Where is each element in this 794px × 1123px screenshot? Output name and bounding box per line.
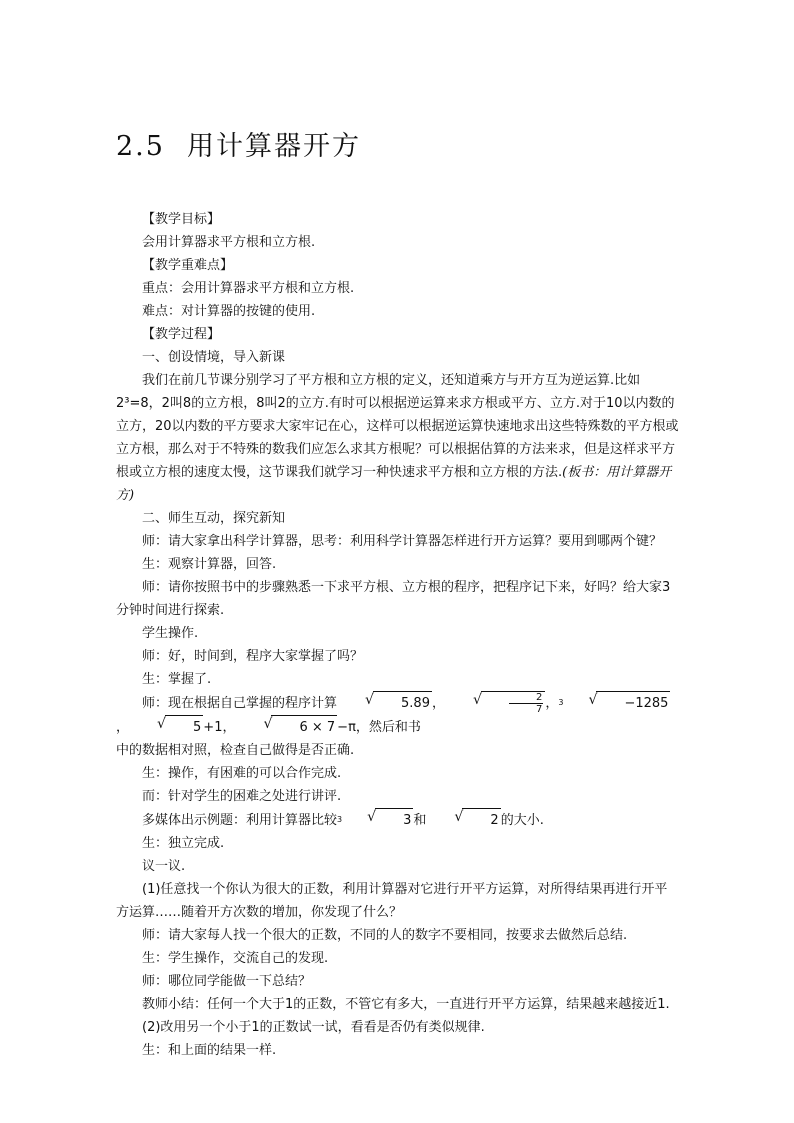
- dialog-line: 生：掌握了.: [142, 672, 212, 687]
- heading-key-points: 【教学重难点】: [142, 258, 234, 273]
- cube-root-expression: √ −1285: [562, 691, 670, 715]
- dialog-line: 师：请你按照书中的步骤熟悉一下求平方根、立方根的程序，把程序记下来，好吗？给大家3分钟时间进行探索.: [116, 580, 671, 618]
- cube-root-index: 3: [337, 815, 343, 824]
- heading-objectives: 【教学目标】: [142, 212, 221, 227]
- sqrt-fraction-expression: √ $\frac{2}{7}$: [447, 691, 545, 715]
- sqrt-expression: √ 5.89: [339, 691, 432, 715]
- calc-continuation: 中的数据相对照，检查自己做得是否正确.: [116, 743, 355, 758]
- dialog-line: 生：观察计算器，回答.: [142, 557, 277, 572]
- dialog-line: 教师小结：任何一个大于1的正数，不管它有多大，一直进行开平方运算，结果越来越接近1.: [142, 997, 670, 1012]
- dialog-line: 生：独立完成.: [142, 836, 225, 851]
- calc-instruction: 师：现在根据自己掌握的程序计算 √ 5.89 ， √ $\frac{2}{7}$ ，$^3$ √ −1285， √ 5 +1， √ 6 × 7 −π，然后和书: [116, 691, 680, 739]
- page-title: [116, 124, 361, 163]
- intro-text: 我们在前几节课分别学习了平方根和立方根的定义，还知道乘方与开方互为逆运算.比如2³=8，2叫8的立方根，8叫2的立方.有时可以根据逆运算来求方根或平方、立方.对于10以内数的立方，20以内数的平方要求大家牢记在心，这样可以根据逆运算快速地求出这些特殊数的平方根或立方根，那么对于不特殊的数我们应怎么求其方根呢？可以根据估算的方法来求，但是这样求平方根或立方根的速度太慢，这节课我们就学习一种快速求平方根和立方根的方法.: [116, 373, 679, 480]
- section-title: 用计算器开方: [186, 131, 361, 162]
- difficulty-text: 难点：对计算器的按键的使用.: [142, 304, 316, 319]
- dialog-line: 议一议.: [142, 859, 186, 874]
- cube-root-index: 3: [558, 698, 564, 707]
- dialog-line: 生：和上面的结果一样.: [142, 1043, 277, 1058]
- cube-root-3: √ 3: [341, 808, 413, 832]
- dialog-line: 师：请大家每人找一个很大的正数，不同的人的数字不要相同，按要求去做然后总结.: [142, 928, 628, 943]
- section-number: 2.5: [116, 131, 165, 162]
- dialog-line: (2)改用另一个小于1的正数试一试，看看是否仍有类似规律.: [142, 1020, 485, 1035]
- sqrt-2: √ 2: [428, 808, 500, 832]
- board-note: (板书：用计算器开方): [116, 465, 672, 503]
- section-1-heading: 一、创设情境，导入新课: [142, 350, 286, 365]
- sqrt-expression-2: √ 5: [131, 715, 203, 739]
- key-point-text: 重点：会用计算器求平方根和立方根.: [142, 281, 355, 296]
- objective-text: 会用计算器求平方根和立方根.: [142, 235, 316, 250]
- intro-paragraph: [116, 369, 680, 507]
- example-line: 多媒体出示例题：利用计算器比较$^3$ √ 3 和 √ 2 的大小.: [116, 808, 680, 832]
- sqrt-product-expression: √ 6 × 7: [237, 715, 337, 739]
- dialog-line: 师：好，时间到，程序大家掌握了吗？: [142, 649, 364, 664]
- calc-prefix: 师：现在根据自己掌握的程序计算: [142, 696, 338, 711]
- section-2-heading: 二、师生互动，探究新知: [142, 511, 286, 526]
- dialog-line: (1)任意找一个你认为很大的正数，利用计算器对它进行开平方运算，对所得结果再进行开平方运算……随着开方次数的增加，你发现了什么？: [116, 882, 668, 920]
- dialog-line: 生：操作，有困难的可以合作完成.: [142, 766, 342, 781]
- dialog-line: 师：哪位同学能做一下总结？: [142, 974, 312, 989]
- dialog-line: 师：请大家拿出科学计算器，思考：利用科学计算器怎样进行开方运算？要用到哪两个键？: [142, 534, 663, 549]
- dialog-line: 而：针对学生的困难之处进行讲评.: [142, 789, 342, 804]
- lesson-content: [116, 208, 680, 1062]
- dialog-line: 学生操作.: [142, 626, 199, 641]
- heading-process: 【教学过程】: [142, 327, 221, 342]
- dialog-line: 生：学生操作，交流自己的发现.: [142, 951, 329, 966]
